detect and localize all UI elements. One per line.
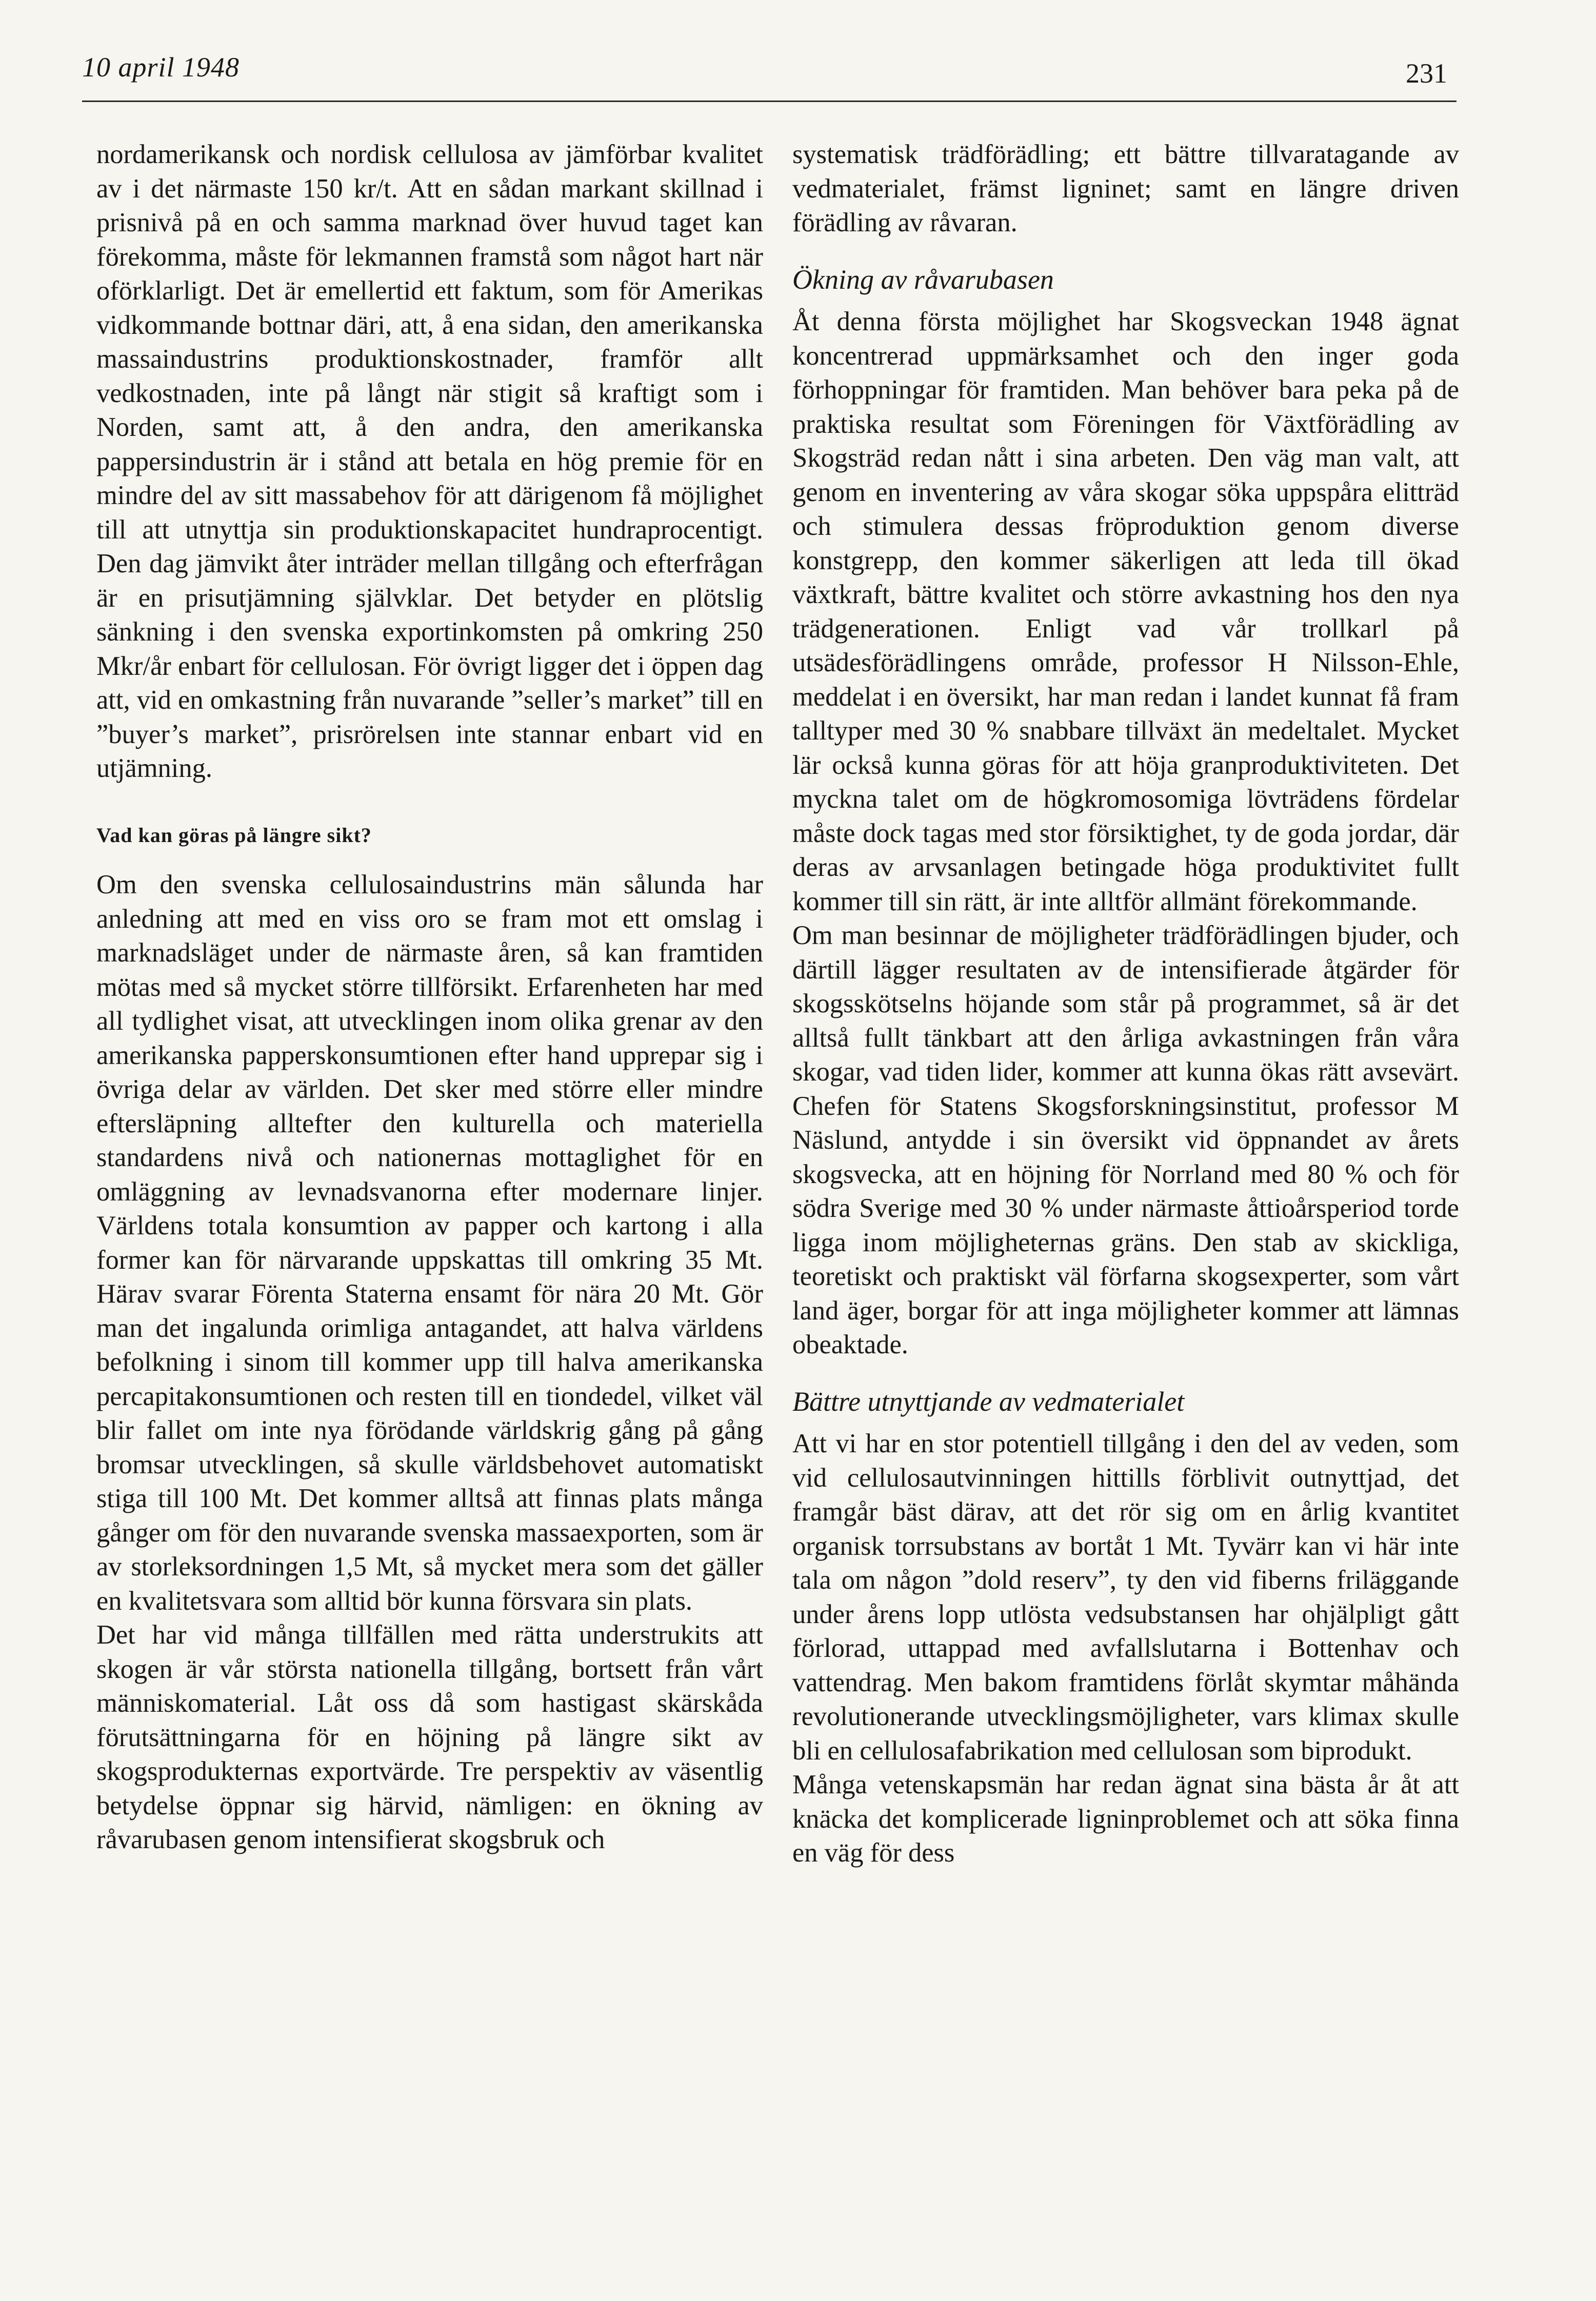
section-heading: Bättre utnyttjande av vedmaterialet <box>792 1386 1185 1417</box>
paragraph: nordamerikansk och nordisk cellulosa av jämförbar kvalitet av i det närmaste 150 kr/t. Att en sådan markant skillnad i prisnivå på en och samma marknad över huvud taget kan förekomma, måste för lekmannen framstå som något hart när oförklarligt. Det är emellertid ett faktum, som för Amerikas vidkommande bottnar däri, att, å ena sidan, den amerikanska massaindustrins produktionskostnader, framför allt vedkostnaden, inte på långt när stigit så kraftigt som i Norden, samt att, å den andra, den amerikanska pappersindustrin är i stånd att betala en hög premie för en mindre del av sitt massabehov för att därigenom få möjlighet till att utnyttja sin produktionskapacitet hundraprocentigt. Den dag jämvikt åter inträder mellan tillgång och efterfrågan är en prisutjämning självklar. Det betyder en plötslig sänkning i den svenska exportinkomsten på omkring 250 Mkr/år enbart för cellulosan. För övrigt ligger det i öppen dag att, vid en omkastning från nuvarande ”seller’s market” till en ”buyer’s market”, prisrörelsen inte stannar enbart vid en utjämning. <box>96 139 763 783</box>
left-column <box>96 137 763 1857</box>
paragraph: Åt denna första möjlighet har Skogsveckan 1948 ägnat koncentrerad uppmärksamhet och den inger goda förhoppningar för framtiden. Man behöver bara peka på de praktiska resultat som Föreningen för Växtförädling av Skogsträd redan nått i sina arbeten. Den väg man valt, att genom en inventering av våra skogar söka uppspåra elitträd och stimulera dessas fröproduktion genom diverse konstgrepp, den kommer säkerligen att leda till ökad växtkraft, bättre kvalitet och större avkastning hos den nya trädgenerationen. Enligt vad vår trollkarl på utsädesförädlingens område, professor H Nilsson-Ehle, meddelat i en översikt, har man redan i landet kunnat få fram talltyper med 30 % snabbare tillväxt än medeltalet. Mycket lär också kunna göras för att höja granproduktiviteten. Det myckna talet om de högkromosomiga lövträdens fördelar måste dock tagas med stor försiktighet, ty de goda jordar, där deras av arvsanlagen betingade höga produktivitet fullt kommer till sin rätt, är inte alltför allmänt förekommande. <box>792 307 1459 916</box>
paragraph: Många vetenskapsmän har redan ägnat sina bästa år åt att knäcka det komplicerade ligninproblemet och att söka finna en väg för dess <box>792 1770 1459 1868</box>
paragraph: Om man besinnar de möjligheter trädförädlingen bjuder, och därtill lägger resultaten av de intensifierade åtgärder för skogsskötselns höjande som står på programmet, så är det alltså fullt tänkbart att den årliga avkastningen från våra skogar, vad tiden lider, kommer att kunna ökas rätt avsevärt. Chefen för Statens Skogsforskningsinstitut, professor M Näslund, antydde i sin översikt vid öppnandet av årets skogsvecka, att en höjning för Norrland med 80 % och för södra Sverige med 30 % under närmaste åttioårsperiod torde ligga inom möjligheternas gräns. Den stab av skickliga, teoretiskt och praktiskt väl förfarna skogsexperter, som vårt land äger, borgar för att inga möjligheter kommer att lämnas obeaktade. <box>792 921 1459 1359</box>
paragraph: Om den svenska cellulosaindustrins män sålunda har anledning att med en viss oro se fram mot ett omslag i marknadsläget under de närmaste åren, så kan framtiden mötas med så mycket större tillförsikt. Erfarenheten har med all tydlighet visat, att utvecklingen inom olika grenar av den amerikanska papperskonsumtionen efter hand upprepar sig i övriga delar av världen. Det sker med större eller mindre eftersläpning alltefter den kulturella och materiella standardens nivå och nationernas mottaglighet för en omläggning av levnadsvanorna efter modernare linjer. Världens totala konsumtion av papper och kartong i alla former kan för närvarande uppskattas till omkring 35 Mt. Härav svarar Förenta Staterna ensamt för nära 20 Mt. Gör man det ingalunda orimliga antagandet, att halva världens befolkning i sinom till kommer upp till halva amerikanska percapitakonsumtionen och resten till en tiondedel, vilket väl blir fallet om inte nya förödande världskrig gång på gång bromsar utvecklingen, så skulle världsbehovet automatiskt stiga till 100 Mt. Det kommer alltså att finnas plats många gånger om för den nuvarande svenska massaexporten, som är av storleksordningen 1,5 Mt, så mycket mera som det gäller en kvalitetsvara som alltid bör kunna försvara sin plats. <box>96 870 763 1616</box>
paragraph: Att vi har en stor potentiell tillgång i den del av veden, som vid cellulosautvinningen hittills förblivit outnyttjad, det framgår bäst därav, att det rör sig om en årlig kvantitet organisk torrsubstans av bortåt 1 Mt. Tyvärr kan vi här inte tala om någon ”dold reserv”, ty den vid fiberns friläggande under årens lopp utlösta vedsubstansen har ohjälpligt gått förlorad, uttappad med avfallslutarna i Bottenhav och vattendrag. Men bakom framtidens förlåt skymtar måhända revolutionerande utvecklingsmöjligheter, vars klimax skulle bli en cellulosafabrikation med cellulosan som biprodukt. <box>792 1429 1459 1766</box>
header-date: 10 april 1948 <box>82 52 240 83</box>
right-column <box>792 137 1459 1870</box>
section-heading: Ökning av råvarubasen <box>792 264 1054 295</box>
header-rule <box>82 101 1457 102</box>
section-heading: Vad kan göras på längre sikt? <box>96 823 372 847</box>
paragraph: Det har vid många tillfällen med rätta understrukits att skogen är vår största nationella tillgång, bortsett från vårt människomaterial. Låt oss då som hastigast skärskåda förutsättningarna för en höjning på längre sikt av skogsprodukternas exportvärde. Tre perspektiv av väsentlig betydelse öppnar sig härvid, nämligen: en ökning av råvarubasen genom intensifierat skogsbruk och <box>96 1620 763 1854</box>
paragraph: systematisk trädförädling; ett bättre tillvaratagande av vedmaterialet, främst ligninet; samt en längre driven förädling av råvaran. <box>792 139 1459 237</box>
page-number: 231 <box>1406 58 1447 89</box>
